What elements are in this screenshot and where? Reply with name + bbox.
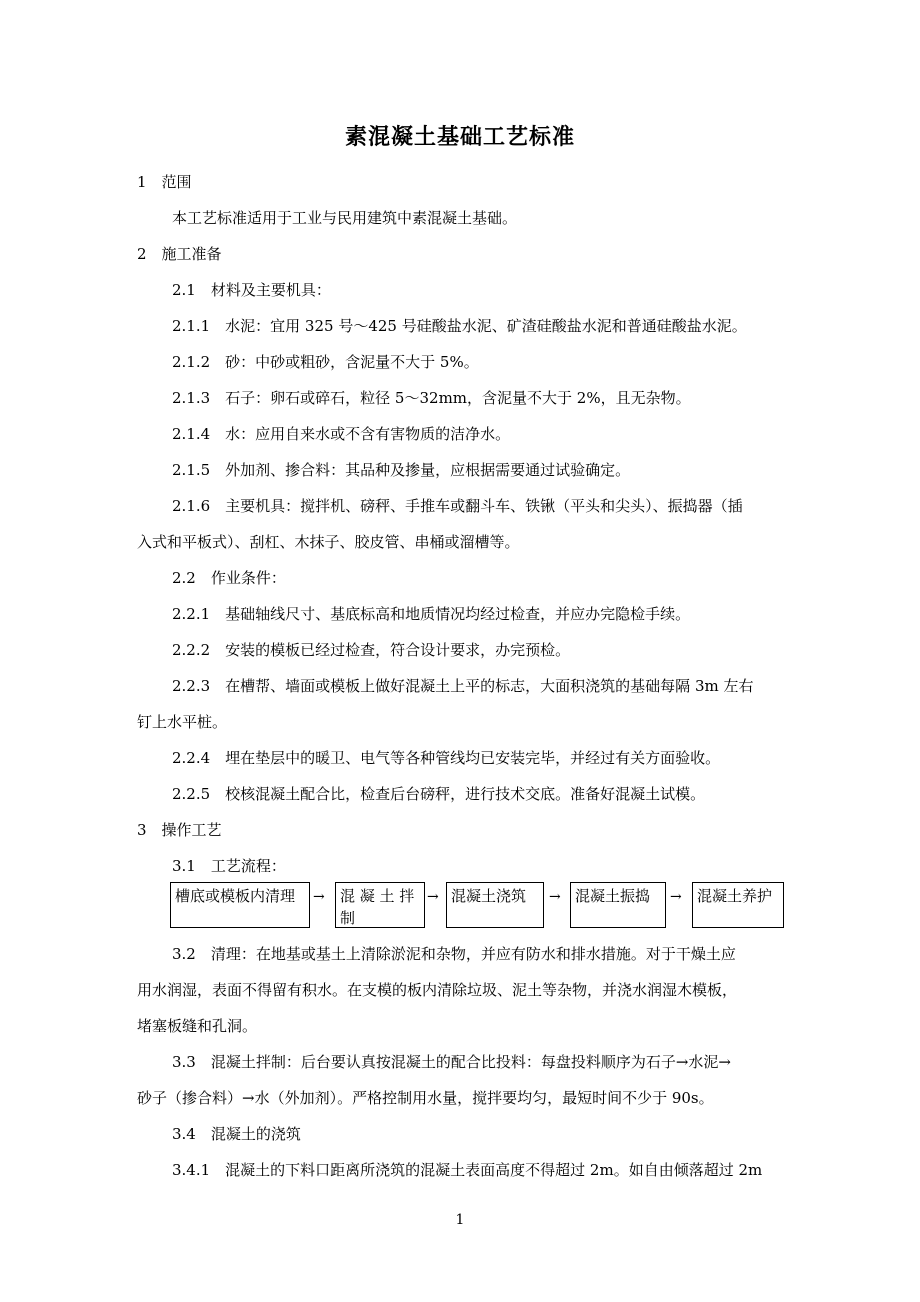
- section-3-4-heading: 3.4 混凝土的浇筑: [172, 1125, 301, 1143]
- paragraph: 2.1.1 水泥：宜用 325 号～425 号硅酸盐水泥、矿渣硅酸盐水泥和普通硅酸盐水泥。: [172, 317, 747, 335]
- paragraph: 3.3 混凝土拌制：后台要认真按混凝土的配合比投料：每盘投料顺序为石子→水泥→: [172, 1053, 731, 1071]
- paragraph: 2.2.5 校核混凝土配合比，检查后台磅秤，进行技术交底。准备好混凝土试模。: [172, 785, 706, 803]
- paragraph: 3.2 清理：在地基或基土上清除淤泥和杂物，并应有防水和排水措施。对于干燥土应: [172, 945, 736, 963]
- paragraph: 本工艺标准适用于工业与民用建筑中素混凝土基础。: [172, 209, 518, 227]
- paragraph: 2.1.4 水：应用自来水或不含有害物质的洁净水。: [172, 425, 511, 443]
- paragraph: 3.4.1 混凝土的下料口距离所浇筑的混凝土表面高度不得超过 2m。如自由倾落超过 2m: [172, 1161, 763, 1179]
- paragraph: 3.1 工艺流程：: [172, 857, 286, 875]
- section-1-heading: 1 范围: [137, 173, 192, 191]
- paragraph: 2.2.4 埋在垫层中的暖卫、电气等各种管线均已安装完毕，并经过有关方面验收。: [172, 749, 721, 767]
- paragraph: 2.1 材料及主要机具：: [172, 281, 331, 299]
- paragraph: 2.1.5 外加剂、掺合料：其品种及掺量，应根据需要通过试验确定。: [172, 461, 631, 479]
- section-3-heading: 3 操作工艺: [137, 821, 222, 839]
- flow-step-1: 槽底或模板内清理: [170, 882, 310, 928]
- flow-step-3: 混凝土浇筑: [446, 882, 544, 928]
- paragraph: 砂子（掺合料）→水（外加剂）。严格控制用水量，搅拌要均匀，最短时间不少于 90s。: [137, 1089, 714, 1107]
- paragraph: 2.1.2 砂：中砂或粗砂，含泥量不大于 5%。: [172, 353, 479, 371]
- paragraph: 堵塞板缝和孔洞。: [137, 1017, 258, 1035]
- paragraph: 2.1.6 主要机具：搅拌机、磅秤、手推车或翻斗车、铁锹（平头和尖头）、振捣器（插: [172, 497, 743, 515]
- paragraph: 2.2 作业条件：: [172, 569, 286, 587]
- flow-step-4: 混凝土振捣: [570, 882, 666, 928]
- flow-arrow: →: [427, 889, 439, 905]
- flow-arrow: →: [549, 889, 561, 905]
- paragraph: 2.1.3 石子：卵石或碎石，粒径 5～32mm，含泥量不大于 2%，且无杂物。: [172, 389, 691, 407]
- paragraph: 钉上水平桩。: [137, 713, 228, 731]
- page-number: 1: [455, 1212, 465, 1228]
- flow-arrow: →: [313, 889, 325, 905]
- flow-arrow: →: [670, 889, 682, 905]
- flow-step-2: [335, 882, 425, 928]
- page-title: 素混凝土基础工艺标准: [344, 125, 575, 150]
- paragraph: 2.2.3 在槽帮、墙面或模板上做好混凝土上平的标志，大面积浇筑的基础每隔 3m 左右: [172, 677, 754, 695]
- section-2-heading: 2 施工准备: [137, 245, 222, 263]
- flow-step-2-line2: 制: [340, 909, 356, 927]
- paragraph: 入式和平板式）、刮杠、木抹子、胶皮管、串桶或溜槽等。: [137, 533, 520, 551]
- paragraph: 2.2.2 安装的模板已经过检查，符合设计要求，办完预检。: [172, 641, 571, 659]
- paragraph: 用水润湿，表面不得留有积水。在支模的板内清除垃圾、泥土等杂物，并浇水润湿木模板，: [137, 981, 738, 999]
- flow-step-2-line1: 混 凝 土 拌: [340, 887, 415, 905]
- paragraph: 2.2.1 基础轴线尺寸、基底标高和地质情况均经过检查，并应办完隐检手续。: [172, 605, 691, 623]
- flow-step-5: 混凝土养护: [692, 882, 784, 928]
